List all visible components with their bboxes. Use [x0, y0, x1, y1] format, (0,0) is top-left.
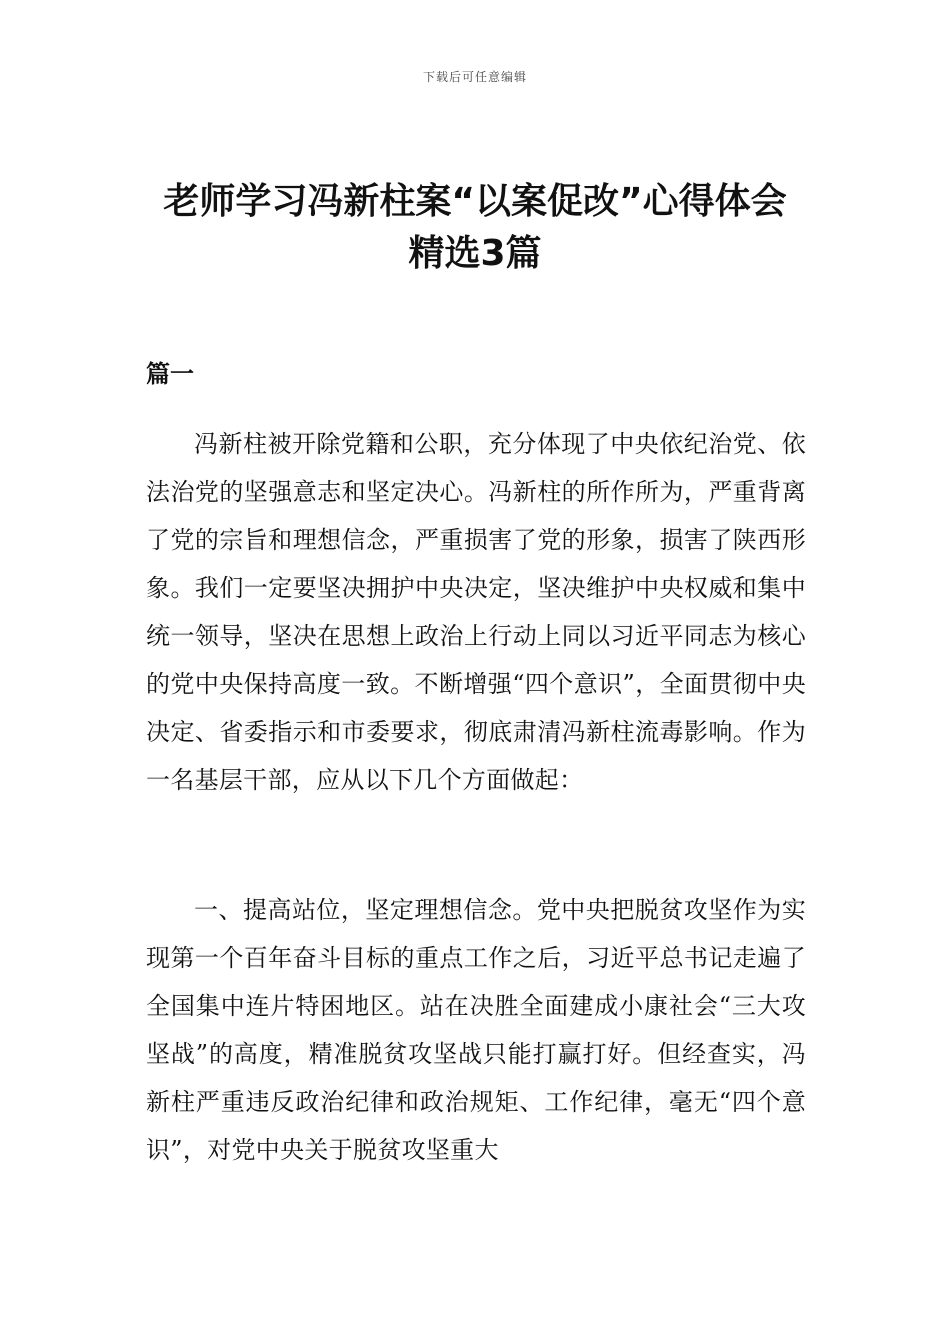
- section-heading: 篇一: [146, 360, 194, 388]
- title-line-1: 老师学习冯新柱案“以案促改”心得体会: [163, 181, 787, 222]
- body-paragraph: 冯新柱被开除党籍和公职，充分体现了中央依纪治党、依法治党的坚强意志和坚定决心。冯新柱的所作所为，严重背离了党的宗旨和理想信念，严重损害了党的形象，损害了陕西形象。我们一定要坚决拥护中央决定，坚决维护中央权威和集中统一领导，坚决在思想上政治上行动上同以习近平同志为核心的党中央保持高度一致。不断增强“四个意识”，全面贯彻中央决定、省委指示和市委要求，彻底肃清冯新柱流毒影响。作为一名基层干部，应从以下几个方面做起：: [146, 430, 806, 794]
- paragraph-block-2: [146, 886, 806, 1174]
- title-line-2: 精选3篇: [408, 233, 542, 274]
- document-title: [100, 176, 850, 280]
- paragraph-block-1: [146, 420, 806, 804]
- header-note: 下载后可任意编辑: [422, 70, 527, 84]
- body-paragraph: 一、提高站位，坚定理想信念。党中央把脱贫攻坚作为实现第一个百年奋斗目标的重点工作之后，习近平总书记走遍了全国集中连片特困地区。站在决胜全面建成小康社会“三大攻坚战”的高度，精准脱贫攻坚战只能打赢打好。但经查实，冯新柱严重违反政治纪律和政治规矩、工作纪律，毫无“四个意识”，对党中央关于脱贫攻坚重大: [146, 896, 806, 1164]
